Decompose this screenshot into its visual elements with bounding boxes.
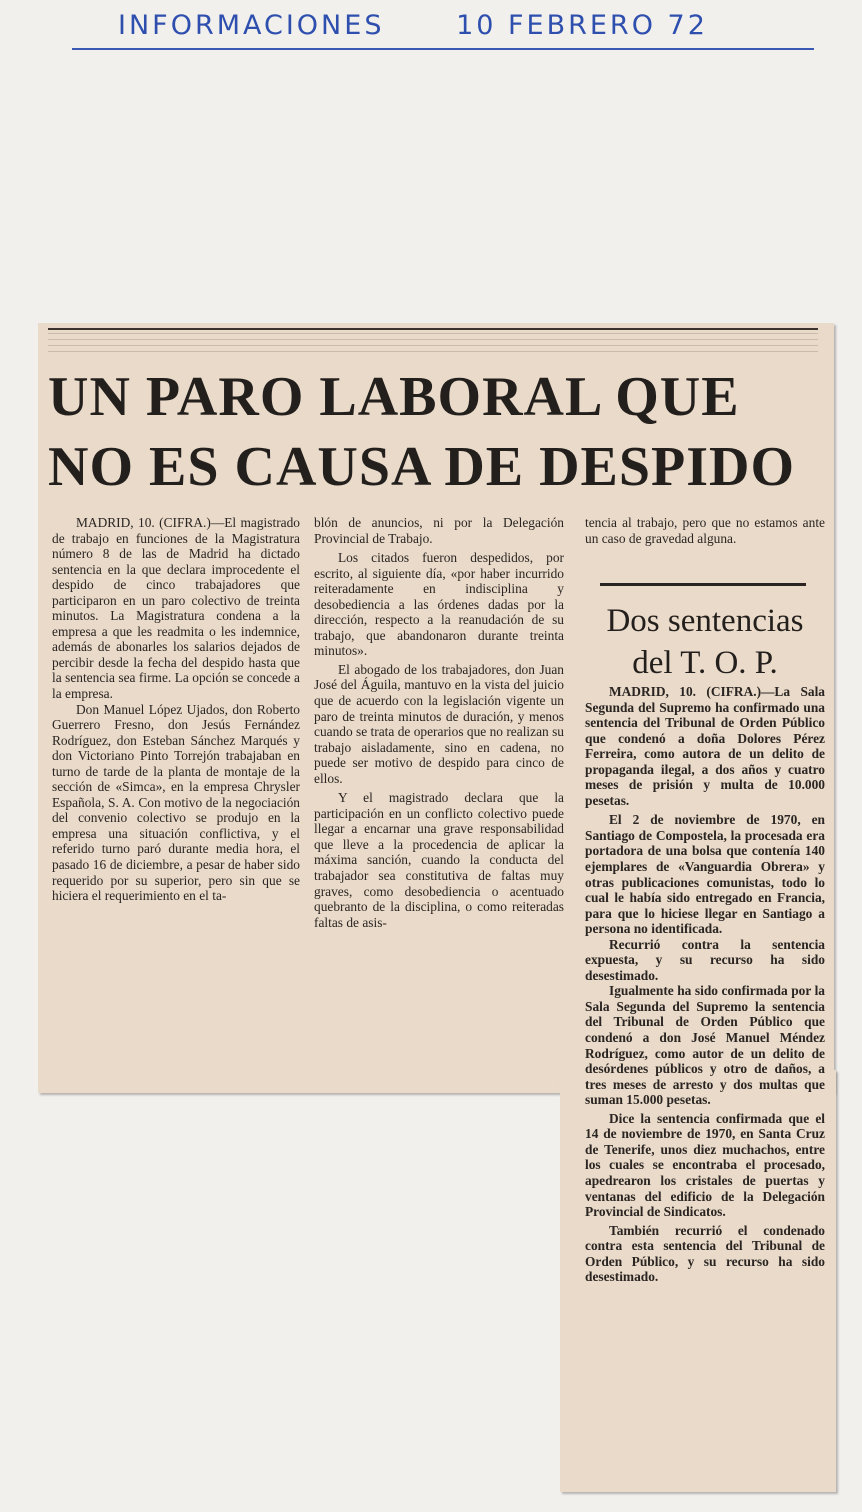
handwritten-annotation: [118, 10, 708, 41]
article-headline: [48, 362, 828, 502]
headline-line-1: UN PARO LABORAL QUE: [48, 366, 740, 428]
paragraph: Y el magistrado declara que la participación en un conflicto colectivo puede llegar a encarnar una grave responsabilidad que lleve a la procedencia de aplicar la máxima sanción, cuando la conducta del trabajador sea constitutiva de faltas muy graves, como desobediencia o acentuado quebranto de la disciplina, o como reiteradas faltas de asis-: [314, 790, 564, 930]
publication-name: INFORMACIONES: [118, 10, 385, 41]
subhead-line-2: del T. O. P.: [632, 645, 778, 681]
paragraph: MADRID, 10. (CIFRA.)—La Sala Segunda del Supremo ha confirmado una sentencia del Tribunal de Orden Público que condenó a doña Dolores Pérez Ferreira, como autora de un delito de propaganda ilegal, a dos años y cuatro meses de prisión y multa de 10.000 pesetas.: [585, 684, 825, 808]
paragraph: Don Manuel López Ujados, don Roberto Guerrero Fresno, don Jesús Fernández Rodríguez, don Esteban Sánchez Marqués y don Victoriano Pinto Torrejón trabajaban en turno de tarde de la planta de montaje de la sección de «Simca», en la empresa Chrysler Española, S. A. Con motivo de la negociación del convenio colectivo se produjo en la empresa una situación conflictiva, y el referido turno paró durante media hora, el pasado 16 de diciembre, a pesar de haber sido requerido por su superior, pero sin que se hiciera el requerimiento en el ta-: [52, 701, 300, 904]
paragraph: tencia al trabajo, pero que no estamos ante un caso de gravedad alguna.: [585, 515, 825, 546]
clipping-date: 10 FEBRERO 72: [456, 10, 708, 41]
clipping-top-rule: [48, 328, 818, 330]
show-through-text: [48, 333, 818, 357]
paragraph: MADRID, 10. (CIFRA.)—El magistrado de trabajo en funciones de la Magistratura número 8 de las de Madrid ha dictado sentencia en la que declara improcedente el despido de cinco trabajadores que participaron en un paro colectivo de treinta minutos. La Magistratura condena a la empresa a que les readmita o les indemnice, además de abonarles los salarios dejados de percibir desde la fecha del despido hasta que la sentencia sea firme. La opción se concede a la empresa.: [52, 515, 300, 702]
second-article-headline: [585, 600, 825, 684]
article-divider: [600, 583, 806, 586]
paragraph: Dice la sentencia confirmada que el 14 de noviembre de 1970, en Santa Cruz de Tenerife, unos diez muchachos, entre los cuales se encontraba el procesado, apedrearon los cristales de puertas y ventanas del edificio de la Delegación Provincial de Sindicatos.: [585, 1110, 825, 1220]
article-column-2: [314, 515, 564, 930]
subhead-line-1: Dos sentencias: [606, 603, 804, 639]
paragraph: También recurrió el condenado contra esta sentencia del Tribunal de Orden Público, y su recurso ha sido desestimado.: [585, 1222, 825, 1285]
article-column-1: [52, 515, 300, 904]
article-column-3: [585, 515, 825, 546]
headline-line-2: NO ES CAUSA DE DESPIDO: [48, 436, 796, 498]
annotation-underline: [72, 48, 814, 50]
paragraph: Los citados fueron despedidos, por escrito, al siguiente día, «por haber incurrido reiteradamente en indisciplina y desobediencia a las órdenes dadas por la dirección, respecto a la reanudación de su trabajo, que abandonaron durante treinta minutos».: [314, 550, 564, 659]
paragraph: blón de anuncios, ni por la Delegación Provincial de Trabajo.: [314, 515, 564, 546]
second-article-body: [585, 684, 825, 1285]
paragraph: Recurrió contra la sentencia expuesta, y su recurso ha sido desestimado.: [585, 936, 825, 983]
paragraph: Igualmente ha sido confirmada por la Sala Segunda del Supremo la sentencia del Tribunal de Orden Público que condenó a don José Manuel Méndez Rodríguez, como autor de un delito de desórdenes públicos y otro de daños, a tres meses de arresto y dos multas que suman 15.000 pesetas.: [585, 983, 825, 1108]
paragraph: El abogado de los trabajadores, don Juan José del Águila, mantuvo en la vista del juicio que de acuerdo con la legislación vigente un paro de treinta minutos de duración, y menos cuando se trata de operarios que no realizan su trabajo aisladamente, sino en cadena, no puede ser motivo de despido para cinco de ellos.: [314, 661, 564, 786]
paragraph: El 2 de noviembre de 1970, en Santiago de Compostela, la procesada era portadora de una bolsa que contenía 140 ejemplares de «Vanguardia Obrera» y otras publicaciones comunistas, todo lo cual le había sido entregado en Francia, para que lo hiciese llegar en Santiago a persona no identificada.: [585, 812, 825, 937]
